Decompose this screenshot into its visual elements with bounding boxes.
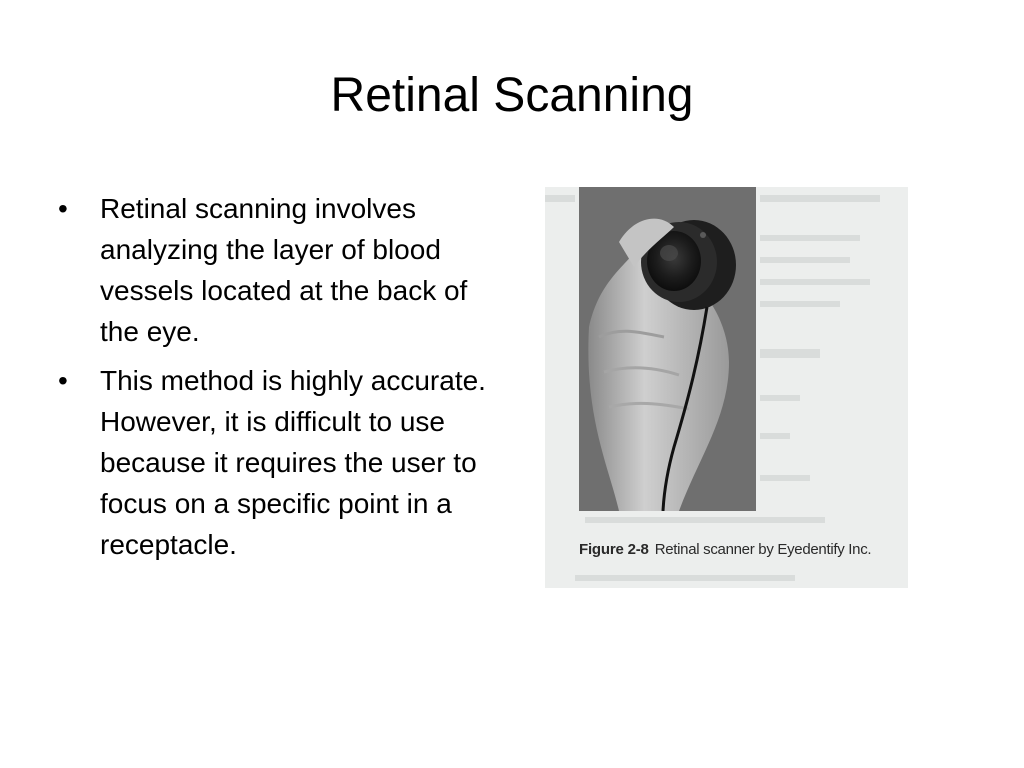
bullet-marker: • [58,193,68,224]
bullet-marker: • [58,365,68,396]
figure-caption-text: Retinal scanner by Eyedentify Inc. [654,541,872,558]
scanner-figure [545,187,908,588]
scanner-in-hand-image [579,187,756,511]
figure-caption [579,541,908,559]
bullet-item [56,360,506,565]
retinal-scanner-photo [579,187,756,511]
slide-title: Retinal Scanning [330,69,694,122]
bullet-list [56,188,506,573]
bullet-item [56,188,506,352]
bullet-text: Retinal scanning involves analyzing the layer of blood vessels located at the back of the eye. [100,193,468,347]
bullet-text: This method is highly accurate. However, it is difficult to use because it requires the user to focus on a specific point in a receptacle. [100,365,486,560]
figure-caption-label: Figure 2-8 [579,541,649,558]
